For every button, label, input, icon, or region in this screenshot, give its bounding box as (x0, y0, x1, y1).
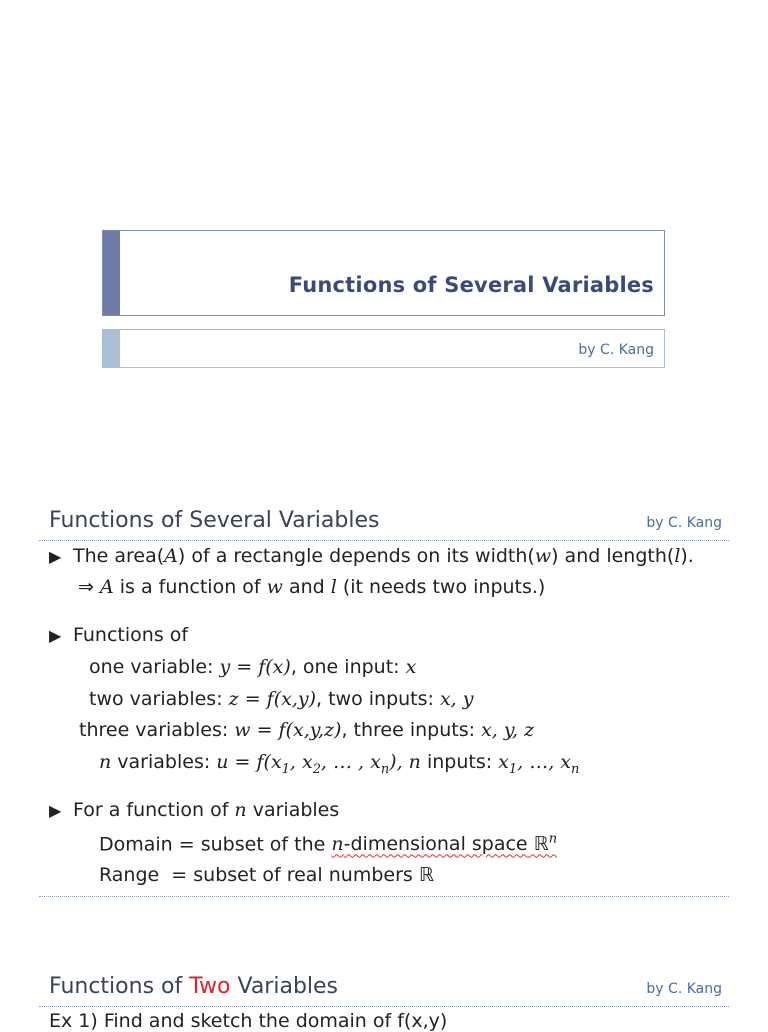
slide-author: by C. Kang (646, 515, 722, 531)
presentation-author: by C. Kang (578, 342, 654, 358)
example-1-line: Ex 1) Find and sketch the domain of f(x,y) (49, 1010, 448, 1032)
implication-line: ⇒ A is a function of w and l (it needs two inputs.) (78, 576, 546, 598)
slide2-divider (39, 1006, 729, 1007)
author-accent-bar (103, 330, 120, 367)
one-variable-line: one variable: y = f(x), one input: x (89, 656, 417, 678)
n-variables-line: n variables: $u = f(x_1$, $x_2$, … , $x_n$), n inputs: $x_1$, …, $x_n$ (99, 751, 580, 777)
bullet-triangle-icon: ▶ (49, 626, 62, 645)
slide-header: Functions of Several Variables (49, 508, 380, 533)
bullet-domain-range: ▶ For a function of n variables (49, 799, 340, 821)
header-divider (39, 540, 729, 541)
presentation-title: Functions of Several Variables (288, 273, 654, 297)
bullet-triangle-icon: ▶ (49, 547, 62, 566)
slide2-header: Functions of Two Variables (49, 974, 339, 999)
footer-divider (39, 896, 729, 897)
title-accent-bar (103, 231, 120, 315)
title-box (102, 230, 665, 316)
two-variables-line: two variables: z = f(x,y), two inputs: x, y (89, 688, 474, 710)
bullet-triangle-icon: ▶ (49, 801, 62, 820)
domain-line: Domain = subset of the n-dimensional space ℝ$^n$ (99, 832, 558, 856)
slide2-author: by C. Kang (646, 981, 722, 997)
author-box (102, 329, 665, 368)
bullet-area-line: ▶ The area(A) of a rectangle depends on its width(w) and length(l). (49, 545, 694, 567)
three-variables-line: three variables: w = f(x,y,z), three inputs: x, y, z (79, 719, 535, 741)
range-line: Range = subset of real numbers ℝ (99, 864, 434, 886)
spellcheck-underline: n-dimensional space ℝ$^n$ (331, 832, 558, 856)
bullet-functions-of: ▶ Functions of (49, 624, 189, 646)
